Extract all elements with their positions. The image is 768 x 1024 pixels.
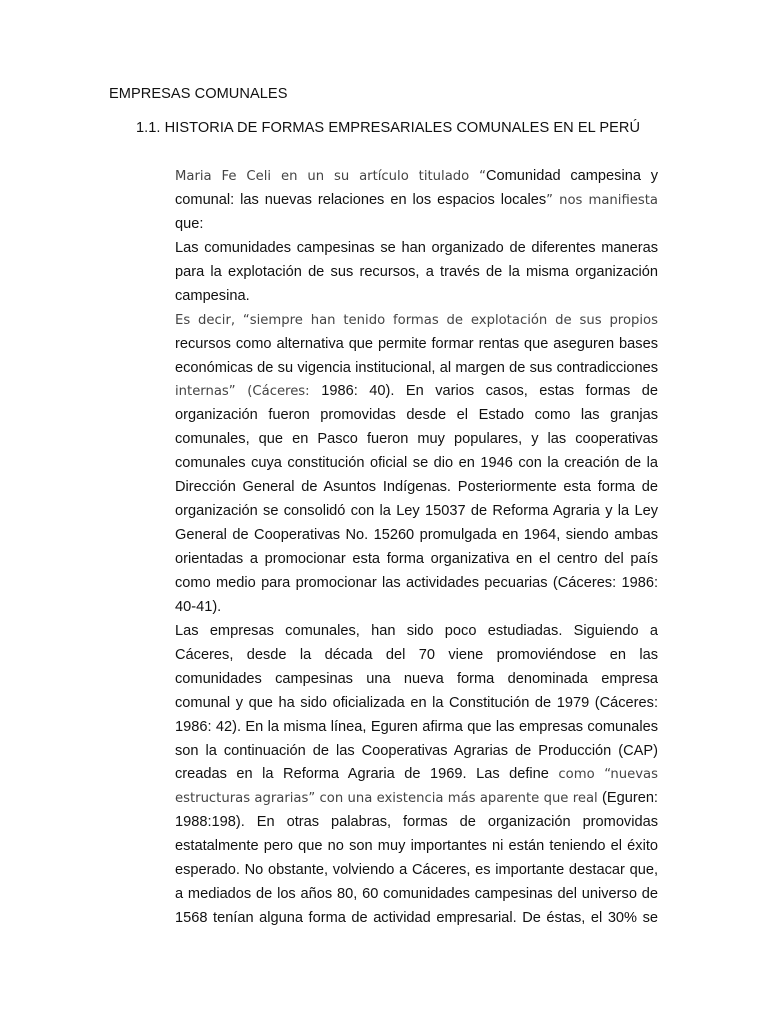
text-line bbox=[175, 907, 658, 931]
text-segment: internas” (Cáceres: bbox=[175, 384, 322, 400]
text-line bbox=[175, 237, 658, 261]
text-line bbox=[175, 165, 658, 189]
text-line bbox=[175, 787, 658, 811]
text-segment: Es decir, “siempre han tenido formas de explotación de sus propios bbox=[175, 312, 658, 328]
text-line bbox=[175, 524, 658, 548]
text-segment: Las comunidades campesinas se han organizado de diferentes maneras bbox=[175, 239, 658, 256]
text-line bbox=[175, 548, 658, 572]
text-segment: comunidades campesinas una nueva forma denominada empresa bbox=[175, 670, 658, 687]
text-line bbox=[175, 740, 658, 764]
text-segment: son la continuación de las Cooperativas Agrarias de Producción (CAP) bbox=[175, 742, 658, 759]
text-segment: Dirección General de Asuntos Indígenas. Posteriormente esta forma de bbox=[175, 479, 658, 496]
text-segment: Comunidad campesina y bbox=[485, 168, 658, 184]
text-line bbox=[175, 333, 658, 357]
text-segment: (Eguren: bbox=[602, 790, 658, 807]
text-line bbox=[175, 572, 658, 596]
text-line bbox=[175, 213, 658, 237]
text-line bbox=[175, 404, 658, 428]
text-segment: económicas de su vigencia institucional, al margen de sus contradicciones bbox=[175, 359, 658, 376]
text-segment: organización se consolidó con la Ley 15037 de Reforma Agraria y la Ley bbox=[175, 503, 658, 520]
text-segment: para la explotación de sus recursos, a través de la misma organización bbox=[175, 263, 658, 280]
text-line bbox=[175, 189, 658, 213]
text-line bbox=[175, 500, 658, 524]
text-line bbox=[175, 620, 658, 644]
text-segment: comunales cuya constitución oficial se dio en 1946 con la creación de la bbox=[175, 455, 658, 472]
text-segment: Cáceres, desde la década del 70 viene promoviéndose en las bbox=[175, 646, 658, 663]
section-heading: 1.1. HISTORIA DE FORMAS EMPRESARIALES COMUNALES EN EL PERÚ bbox=[136, 120, 641, 136]
body-text bbox=[175, 165, 658, 931]
text-line bbox=[175, 309, 658, 333]
text-segment: comunal y que ha sido oficializada en la Constitución de 1979 (Cáceres: bbox=[175, 694, 658, 711]
text-segment: estructuras agrarias” con una existencia más aparente que real bbox=[175, 791, 603, 807]
text-segment: esperado. No obstante, volviendo a Cáceres, es importante destacar que, bbox=[175, 862, 658, 879]
text-segment: 40-41). bbox=[175, 598, 222, 615]
text-line bbox=[175, 476, 658, 500]
text-segment: comunal: las nuevas relaciones en los espacios locales bbox=[175, 191, 547, 208]
text-line bbox=[175, 261, 658, 285]
text-line bbox=[175, 859, 658, 883]
text-segment: estatalmente pero que no son muy importantes ni están teniendo el éxito bbox=[175, 838, 658, 855]
text-line bbox=[175, 835, 658, 859]
text-segment: ” nos manifiesta bbox=[546, 192, 658, 208]
document-title: EMPRESAS COMUNALES bbox=[109, 86, 288, 102]
text-line bbox=[175, 692, 658, 716]
text-segment: como “nuevas bbox=[558, 767, 658, 783]
text-segment: que: bbox=[175, 215, 204, 232]
text-line bbox=[175, 428, 658, 452]
text-segment: creadas en la Reforma Agraria de 1969. Las define bbox=[175, 766, 559, 783]
text-line bbox=[175, 716, 658, 740]
text-line bbox=[175, 883, 658, 907]
text-line bbox=[175, 380, 658, 404]
text-segment: 1988:198). En otras palabras, formas de organización promovidas bbox=[175, 814, 658, 831]
text-line bbox=[175, 668, 658, 692]
text-segment: organización fueron promovidas desde el Estado como las granjas bbox=[175, 407, 658, 424]
text-segment: campesina. bbox=[175, 287, 250, 304]
text-segment: 1568 tenían alguna forma de actividad empresarial. De éstas, el 30% se bbox=[175, 910, 658, 927]
text-line bbox=[175, 596, 658, 620]
text-line bbox=[175, 357, 658, 381]
text-segment: recursos como alternativa que permite formar rentas que aseguren bases bbox=[175, 335, 658, 352]
text-segment: General de Cooperativas No. 15260 promulgada en 1964, siendo ambas bbox=[175, 527, 658, 544]
text-segment: comunales, que en Pasco fueron muy populares, y las cooperativas bbox=[175, 431, 658, 448]
text-segment: Maria Fe Celi en un su artículo titulado “ bbox=[175, 169, 486, 184]
text-segment: Las empresas comunales, han sido poco estudiadas. Siguiendo a bbox=[175, 622, 658, 639]
text-segment: a mediados de los años 80, 60 comunidades campesinas del universo de bbox=[175, 886, 658, 903]
text-segment: como medio para promocionar las actividades pecuarias (Cáceres: 1986: bbox=[175, 574, 658, 591]
text-line bbox=[175, 644, 658, 668]
text-line bbox=[175, 285, 658, 309]
text-segment: orientadas a promocionar esta forma organizativa en el centro del país bbox=[175, 551, 658, 567]
text-segment: 1986: 40). En varios casos, estas formas de bbox=[321, 383, 658, 400]
text-line bbox=[175, 452, 658, 476]
text-segment: 1986: 42). En la misma línea, Eguren afirma que las empresas comunales bbox=[175, 718, 658, 735]
text-line bbox=[175, 811, 658, 835]
text-line bbox=[175, 763, 658, 787]
